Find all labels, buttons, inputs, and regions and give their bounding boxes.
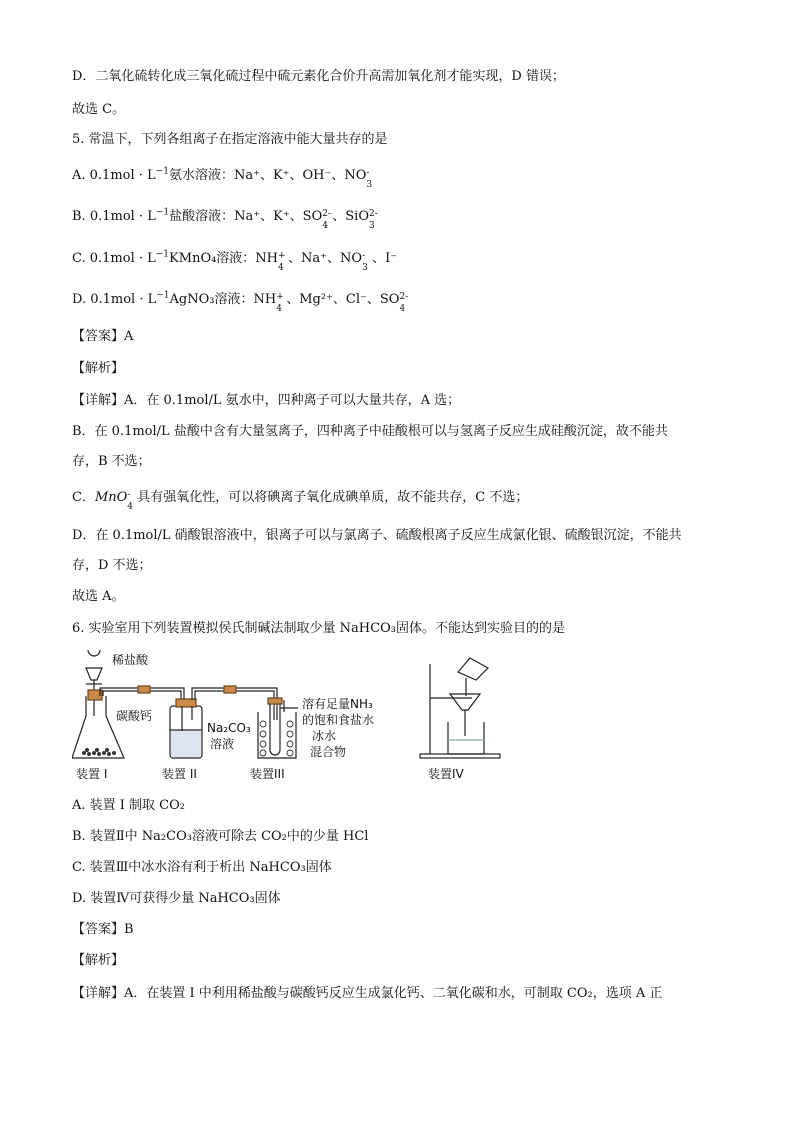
option-5b: B. $0.1mol \cdot L^{-1}$盐酸溶液：Na⁺、K⁺、SO 2- 4 、SiO 2- 3: [72, 207, 378, 231]
device-1-label: 装置 I: [76, 767, 108, 781]
acid-label: 稀盐酸: [112, 653, 149, 667]
option-5c: C. $0.1mol \cdot L^{-1}KMnO_4$溶液：NH + 4 、Na⁺、NO - 3 、I⁻: [72, 249, 398, 273]
option-6d: D. 装置Ⅳ可获得少量 NaHCO₃固体: [72, 891, 281, 906]
funnel-top-icon: [88, 650, 100, 656]
analysis-label: 【解析】: [72, 361, 125, 376]
question-5: 5. 常温下，下列各组离子在指定溶液中能大量共存的是: [72, 132, 388, 147]
option-6b: B. 装置Ⅱ中 Na₂CO₃溶液可除去 CO₂中的少量 HCl: [72, 829, 369, 844]
text-line: 存，B 不选；: [72, 454, 151, 469]
question-6: 6. 实验室用下列装置模拟侯氏制碱法制取少量 NaHCO₃固体。不能达到实验目的的是: [72, 621, 565, 636]
option-5d: D. $0.1mol \cdot L^{-1}AgNO_3$溶液：NH + 4 、Mg²⁺、Cl⁻、SO 2- 4: [72, 290, 409, 314]
text-line: 【详解】A．在 0.1mol/L 氨水中，四种离子可以大量共存，A 选；: [72, 393, 461, 408]
device-4-label: 装置IV: [428, 767, 464, 781]
text-line: B．在 0.1mol/L 盐酸中含有大量氢离子，四种离子中硅酸根可以与氢离子反应生成硅酸沉淀，故不能共: [72, 424, 668, 439]
mixture-label: 混合物: [310, 745, 347, 759]
text-line: C．MnO - 4 具有强氧化性，可以将碘离子氧化成碘单质，故不能共存，C 不选；: [72, 489, 529, 512]
na2co3-label: Na₂CO₃: [207, 721, 251, 735]
option-6c: C. 装置Ⅲ中冰水浴有利于析出 NaHCO₃固体: [72, 860, 332, 875]
caco3-label: 碳酸钙: [116, 709, 153, 723]
text-line: 故选 C。: [72, 102, 126, 117]
text-line: D．在 0.1mol/L 硝酸银溶液中，银离子可以与氯离子、硫酸根离子反应生成氯化银、硫酸银沉淀，不能共: [72, 528, 682, 543]
nh3-label: 溶有足量NH₃: [302, 697, 373, 711]
text-line: 【详解】A．在装置 I 中利用稀盐酸与碳酸钙反应生成氯化钙、二氧化碳和水，可制取 CO₂，选项 A 正: [72, 986, 663, 1001]
solution-label: 溶液: [210, 737, 235, 751]
text-line: D．二氧化硫转化成三氧化硫过程中硫元素化合价升高需加氧化剂才能实现，D 错误；: [72, 69, 565, 84]
brine-label: 的饱和食盐水: [302, 713, 375, 727]
option-5a: A. $0.1mol \cdot L^{-1}$氨水溶液：Na⁺、K⁺、OH⁻、NO - 3: [72, 166, 373, 190]
device-2-label: 装置 II: [162, 767, 197, 781]
device-3-label: 装置III: [250, 767, 285, 781]
text-line: 存，D 不选；: [72, 558, 152, 573]
filtration-apparatus: [410, 650, 510, 785]
text-line: 故选 A。: [72, 589, 125, 604]
answer-label: 【答案】B: [72, 922, 134, 937]
option-6a: A. 装置 I 制取 CO₂: [72, 798, 186, 813]
answer-label: 【答案】A: [72, 329, 134, 344]
ice-label: 冰水: [312, 729, 337, 743]
analysis-label: 【解析】: [72, 953, 125, 968]
